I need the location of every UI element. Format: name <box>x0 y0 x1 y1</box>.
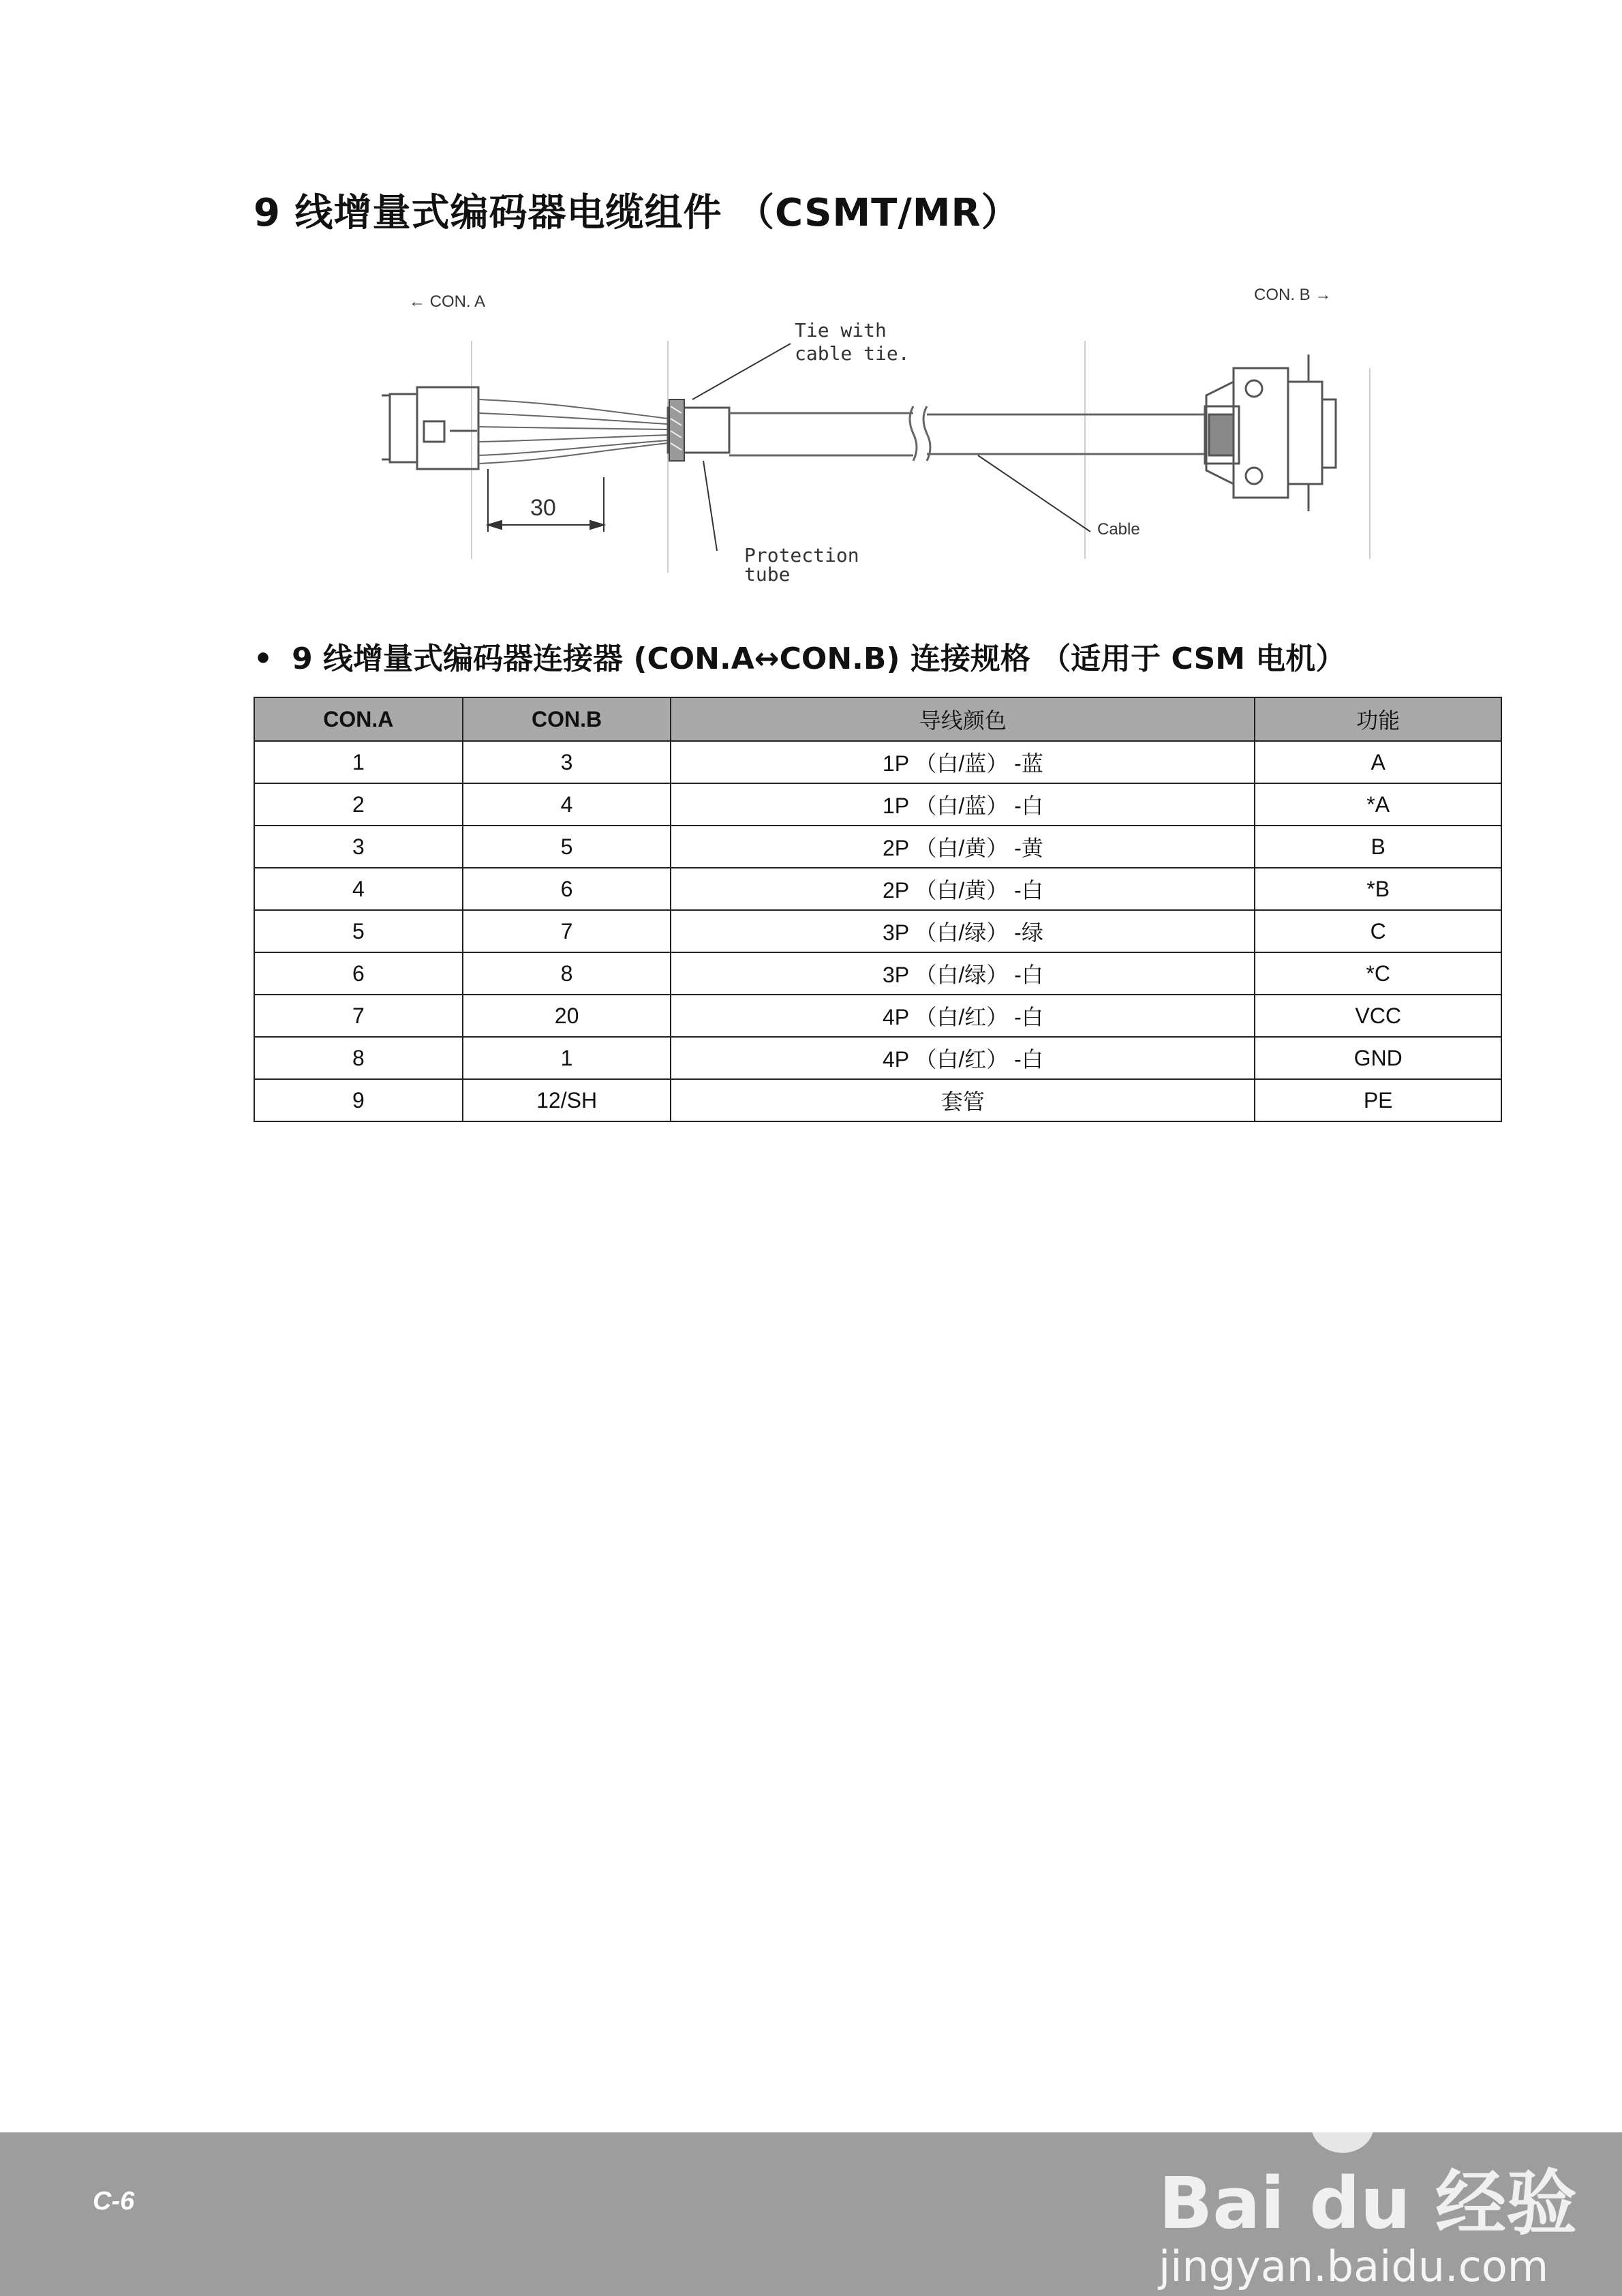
fanned-wires <box>478 399 668 464</box>
header-con-a: CON.A <box>254 697 463 741</box>
cell-con-b: 1 <box>463 1037 671 1079</box>
connector-a <box>382 387 478 469</box>
leader-lines <box>692 344 1090 551</box>
table-row <box>254 995 1501 1037</box>
header-wire-color: 导线颜色 <box>671 697 1255 741</box>
cell-wire-color: 1P （白/蓝） -蓝 <box>671 741 1255 783</box>
cell-function: VCC <box>1255 995 1501 1037</box>
protection-tube <box>668 399 729 461</box>
cell-wire-color: 4P （白/红） -白 <box>671 1037 1255 1079</box>
cell-wire-color: 1P （白/蓝） -白 <box>671 783 1255 826</box>
protection-tube-label-line1: Protection <box>744 544 859 567</box>
cell-con-b: 4 <box>463 783 671 826</box>
watermark-url: jingyan.baidu.com <box>1159 2241 1549 2291</box>
con-b-label: CON. B → <box>1254 286 1332 304</box>
cell-wire-color: 2P （白/黄） -黄 <box>671 826 1255 868</box>
table-row <box>254 952 1501 995</box>
tie-label-line2: cable tie. <box>795 342 910 365</box>
page-number: C-6 <box>93 2187 135 2216</box>
cable-label: Cable <box>1097 520 1140 539</box>
cell-wire-color: 套管 <box>671 1079 1255 1121</box>
connector-b <box>1205 354 1336 511</box>
cell-con-b: 5 <box>463 826 671 868</box>
cell-con-b: 8 <box>463 952 671 995</box>
protection-tube-label-line2: tube <box>744 563 791 586</box>
dimension-label: 30 <box>530 495 556 521</box>
guide-lines <box>472 341 1370 573</box>
cell-con-a: 8 <box>254 1037 463 1079</box>
cell-wire-color: 2P （白/黄） -白 <box>671 868 1255 910</box>
cell-con-a: 4 <box>254 868 463 910</box>
cell-function: GND <box>1255 1037 1501 1079</box>
cell-con-a: 9 <box>254 1079 463 1121</box>
cell-function: *A <box>1255 783 1501 826</box>
table-row <box>254 910 1501 952</box>
cell-wire-color: 4P （白/红） -白 <box>671 995 1255 1037</box>
cell-con-a: 2 <box>254 783 463 826</box>
tie-label-line1: Tie with <box>795 319 887 342</box>
cell-function: C <box>1255 910 1501 952</box>
cell-con-a: 5 <box>254 910 463 952</box>
cell-wire-color: 3P （白/绿） -绿 <box>671 910 1255 952</box>
cell-con-a: 1 <box>254 741 463 783</box>
table-row <box>254 1079 1501 1121</box>
table-row <box>254 826 1501 868</box>
cell-function: *B <box>1255 868 1501 910</box>
cell-con-b: 12/SH <box>463 1079 671 1121</box>
cell-wire-color: 3P （白/绿） -白 <box>671 952 1255 995</box>
cell-function: *C <box>1255 952 1501 995</box>
cell-con-a: 6 <box>254 952 463 995</box>
cell-con-b: 3 <box>463 741 671 783</box>
table-row <box>254 868 1501 910</box>
con-a-label: ← CON. A <box>409 292 486 311</box>
cell-function: PE <box>1255 1079 1501 1121</box>
cable-assembly-diagram <box>368 273 1390 600</box>
cell-con-b: 7 <box>463 910 671 952</box>
bullet-icon: • <box>254 641 273 676</box>
cell-con-b: 6 <box>463 868 671 910</box>
cell-con-b: 20 <box>463 995 671 1037</box>
header-con-b: CON.B <box>463 697 671 741</box>
page-footer <box>0 2132 1622 2296</box>
watermark-brand: Bai du 经验 <box>1159 2162 1577 2245</box>
table-row <box>254 783 1501 826</box>
cell-con-a: 7 <box>254 995 463 1037</box>
page-title: 9 线增量式编码器电缆组件 （CSMT/MR） <box>254 191 1020 235</box>
cell-con-a: 3 <box>254 826 463 868</box>
table-header-row <box>254 697 1501 741</box>
cell-function: B <box>1255 826 1501 868</box>
subheading-text: 9 线增量式编码器连接器 (CON.A↔CON.B) 连接规格 （适用于 CSM 电机） <box>292 641 1346 676</box>
table-row <box>254 741 1501 783</box>
cable-body <box>729 406 1206 461</box>
cell-function: A <box>1255 741 1501 783</box>
connection-spec-table <box>254 697 1502 1122</box>
header-function: 功能 <box>1255 697 1501 741</box>
section-subheading <box>254 634 1345 678</box>
table-row <box>254 1037 1501 1079</box>
